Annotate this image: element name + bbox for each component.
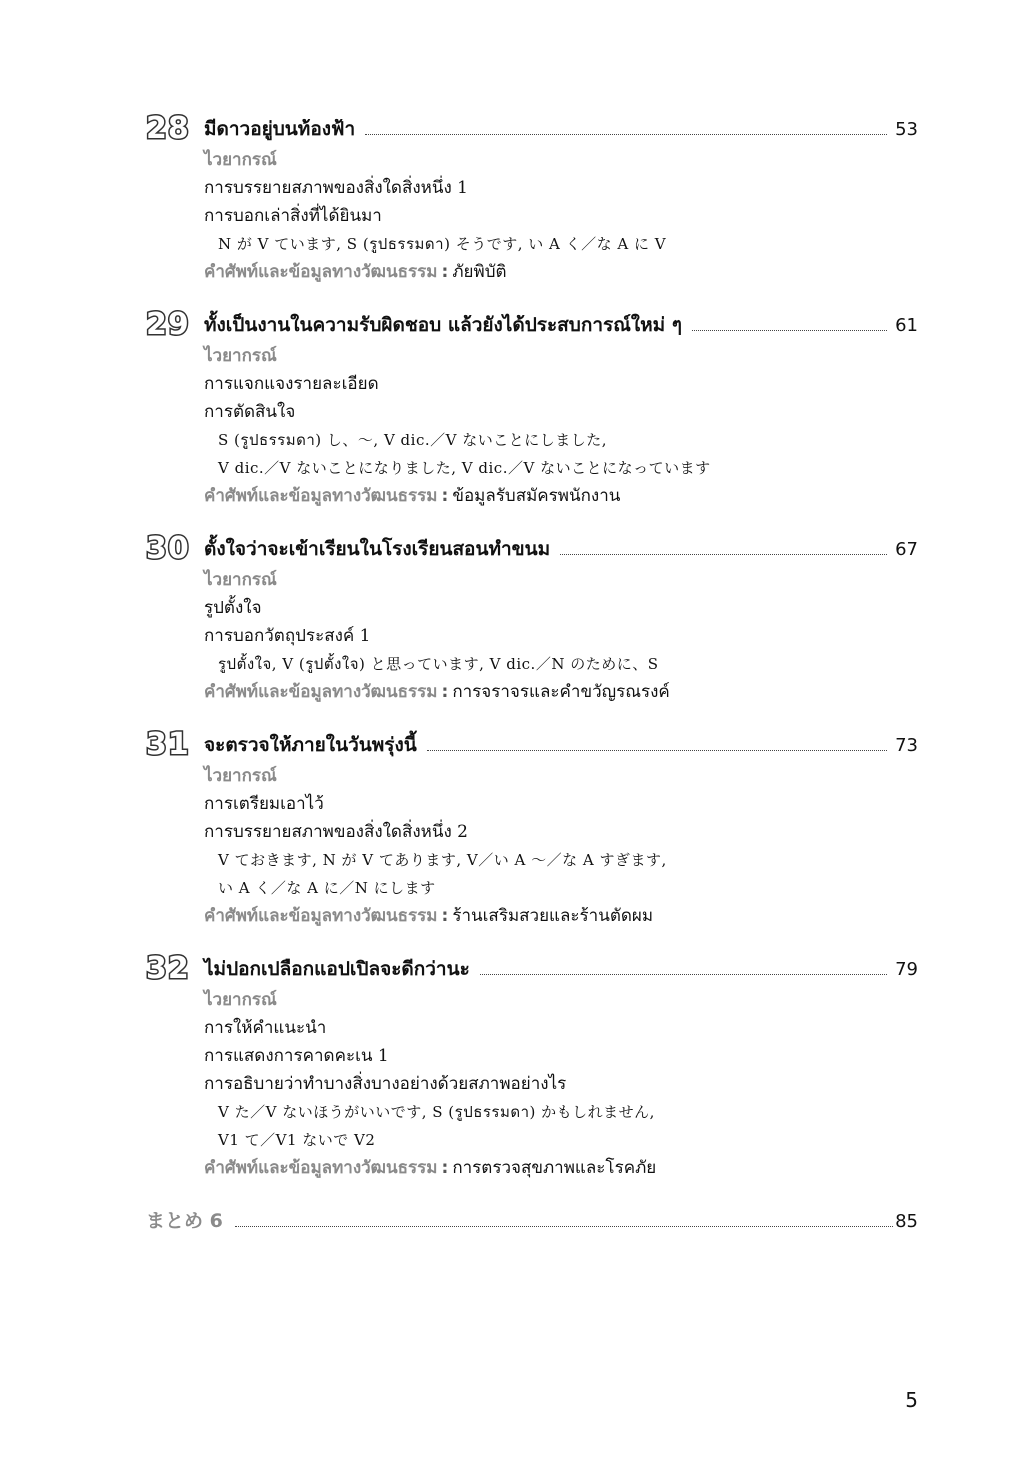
grammar-label: ไวยากรณ์ (204, 990, 277, 1010)
lesson-title[interactable]: ตั้งใจว่าจะเข้าเรียนในโรงเรียนสอนทำขนม (204, 538, 551, 560)
vocab-label: คำศัพท์และข้อมูลทางวัฒนธรรม (204, 906, 438, 926)
lesson-entry[interactable] (146, 308, 918, 510)
lesson-number: 29 (146, 307, 190, 342)
grammar-label: ไวยากรณ์ (204, 766, 277, 786)
lesson-heading (146, 952, 918, 986)
lesson-title[interactable]: ทั้งเป็นงานในความรับผิดชอบ แล้วยังได้ประสบการณ์ใหม่ ๆ (204, 314, 682, 336)
lesson-heading (146, 728, 918, 762)
vocab-line (204, 678, 918, 706)
vocab-value: ภัยพิบัติ (452, 262, 507, 282)
dot-leader (560, 553, 887, 555)
vocab-label: คำศัพท์และข้อมูลทางวัฒนธรรม (204, 1158, 438, 1178)
grammar-topic: การบอกเล่าสิ่งที่ได้ยินมา (204, 206, 382, 226)
lesson-heading (146, 308, 918, 342)
grammar-topic: การบรรยายสภาพของสิ่งใดสิ่งหนึ่ง 2 (204, 822, 468, 842)
vocab-label: คำศัพท์และข้อมูลทางวัฒนธรรม (204, 262, 438, 282)
vocab-line (204, 902, 918, 930)
dot-leader (480, 973, 887, 975)
vocab-separator: : (441, 682, 449, 702)
grammar-label: ไวยากรณ์ (204, 150, 277, 170)
vocab-value: การตรวจสุขภาพและโรคภัย (452, 1158, 657, 1178)
lesson-entry[interactable] (146, 728, 918, 930)
lesson-page-number[interactable]: 67 (895, 539, 918, 560)
grammar-label: ไวยากรณ์ (204, 346, 277, 366)
lesson-number: 28 (146, 111, 190, 146)
vocab-separator: : (441, 1158, 449, 1178)
lesson-title-row (204, 534, 918, 564)
dot-leader (235, 1225, 893, 1227)
grammar-pattern: い A く／な A に／N にします (218, 879, 436, 897)
vocab-label: คำศัพท์และข้อมูลทางวัฒนธรรม (204, 682, 438, 702)
grammar-pattern: N が V ています, S (รูปธรรมดา) そうです, い A く／な A に V (218, 235, 667, 253)
page-folio: 5 (905, 1388, 918, 1412)
lesson-details (204, 146, 918, 286)
vocab-line (204, 258, 918, 286)
lesson-title-row (204, 310, 918, 340)
grammar-topic: การแสดงการคาดคะเน 1 (204, 1046, 389, 1066)
grammar-topic: การแจกแจงรายละเอียด (204, 374, 379, 394)
lesson-details (204, 566, 918, 706)
lesson-entry[interactable] (146, 532, 918, 706)
vocab-separator: : (441, 262, 449, 282)
grammar-topic: การบอกวัตถุประสงค์ 1 (204, 626, 371, 646)
grammar-topic: การให้คำแนะนำ (204, 1018, 327, 1038)
lesson-title-row (204, 730, 918, 760)
lesson-page-number[interactable]: 73 (895, 735, 918, 756)
grammar-topic: การบรรยายสภาพของสิ่งใดสิ่งหนึ่ง 1 (204, 178, 468, 198)
grammar-topic: การอธิบายว่าทำบางสิ่งบางอย่างด้วยสภาพอย่างไร (204, 1074, 567, 1094)
vocab-separator: : (441, 486, 449, 506)
grammar-pattern: V ておきます, N が V てあります, V／い A 〜／な A すぎます, (218, 851, 667, 869)
lesson-number: 32 (146, 951, 190, 986)
vocab-line (204, 1154, 918, 1182)
vocab-separator: : (441, 906, 449, 926)
lesson-page-number[interactable]: 79 (895, 959, 918, 980)
lesson-details (204, 342, 918, 510)
grammar-pattern: S (รูปธรรมดา) し、～, V dic.／V ないことにしました, (218, 431, 607, 449)
vocab-value: ข้อมูลรับสมัครพนักงาน (452, 486, 621, 506)
grammar-topic: การเตรียมเอาไว้ (204, 794, 324, 814)
vocab-value: ร้านเสริมสวยและร้านตัดผม (452, 906, 654, 926)
lesson-title[interactable]: จะตรวจให้ภายในวันพรุ่งนี้ (204, 734, 417, 756)
lesson-title-row (204, 954, 918, 984)
vocab-value: การจราจรและคำขวัญรณรงค์ (452, 682, 670, 702)
lesson-entry[interactable] (146, 112, 918, 286)
vocab-label: คำศัพท์และข้อมูลทางวัฒนธรรม (204, 486, 438, 506)
grammar-pattern: V dic.／V ないことになりました, V dic.／V ないことになっています (218, 459, 711, 477)
lesson-heading (146, 532, 918, 566)
lesson-number: 30 (146, 531, 190, 566)
grammar-pattern: V た／V ないほうがいいです, S (รูปธรรมดา) かもしれません, (218, 1103, 655, 1121)
grammar-topic: รูปตั้งใจ (204, 598, 262, 618)
lesson-page-number[interactable]: 61 (895, 315, 918, 336)
lesson-details (204, 986, 918, 1182)
lesson-number: 31 (146, 727, 190, 762)
vocab-line (204, 482, 918, 510)
lesson-details (204, 762, 918, 930)
dot-leader (365, 133, 887, 135)
grammar-pattern: V1 て／V1 ないで V2 (218, 1131, 376, 1149)
grammar-pattern: รูปตั้งใจ, V (รูปตั้งใจ) と思っています, V dic.／N のために、S (218, 655, 659, 673)
summary-page-number[interactable]: 85 (895, 1211, 918, 1232)
lesson-heading (146, 112, 918, 146)
lesson-title-row (204, 114, 918, 144)
lesson-title[interactable]: ไม่ปอกเปลือกแอปเปิลจะดีกว่านะ (204, 958, 470, 980)
dot-leader (692, 329, 887, 331)
summary-entry[interactable] (146, 1206, 918, 1236)
lesson-title[interactable]: มีดาวอยู่บนท้องฟ้า (204, 118, 356, 140)
lesson-entry[interactable] (146, 952, 918, 1182)
summary-label[interactable]: まとめ 6 (146, 1210, 223, 1232)
grammar-topic: การตัดสินใจ (204, 402, 296, 422)
dot-leader (427, 749, 887, 751)
grammar-label: ไวยากรณ์ (204, 570, 277, 590)
lesson-page-number[interactable]: 53 (895, 119, 918, 140)
